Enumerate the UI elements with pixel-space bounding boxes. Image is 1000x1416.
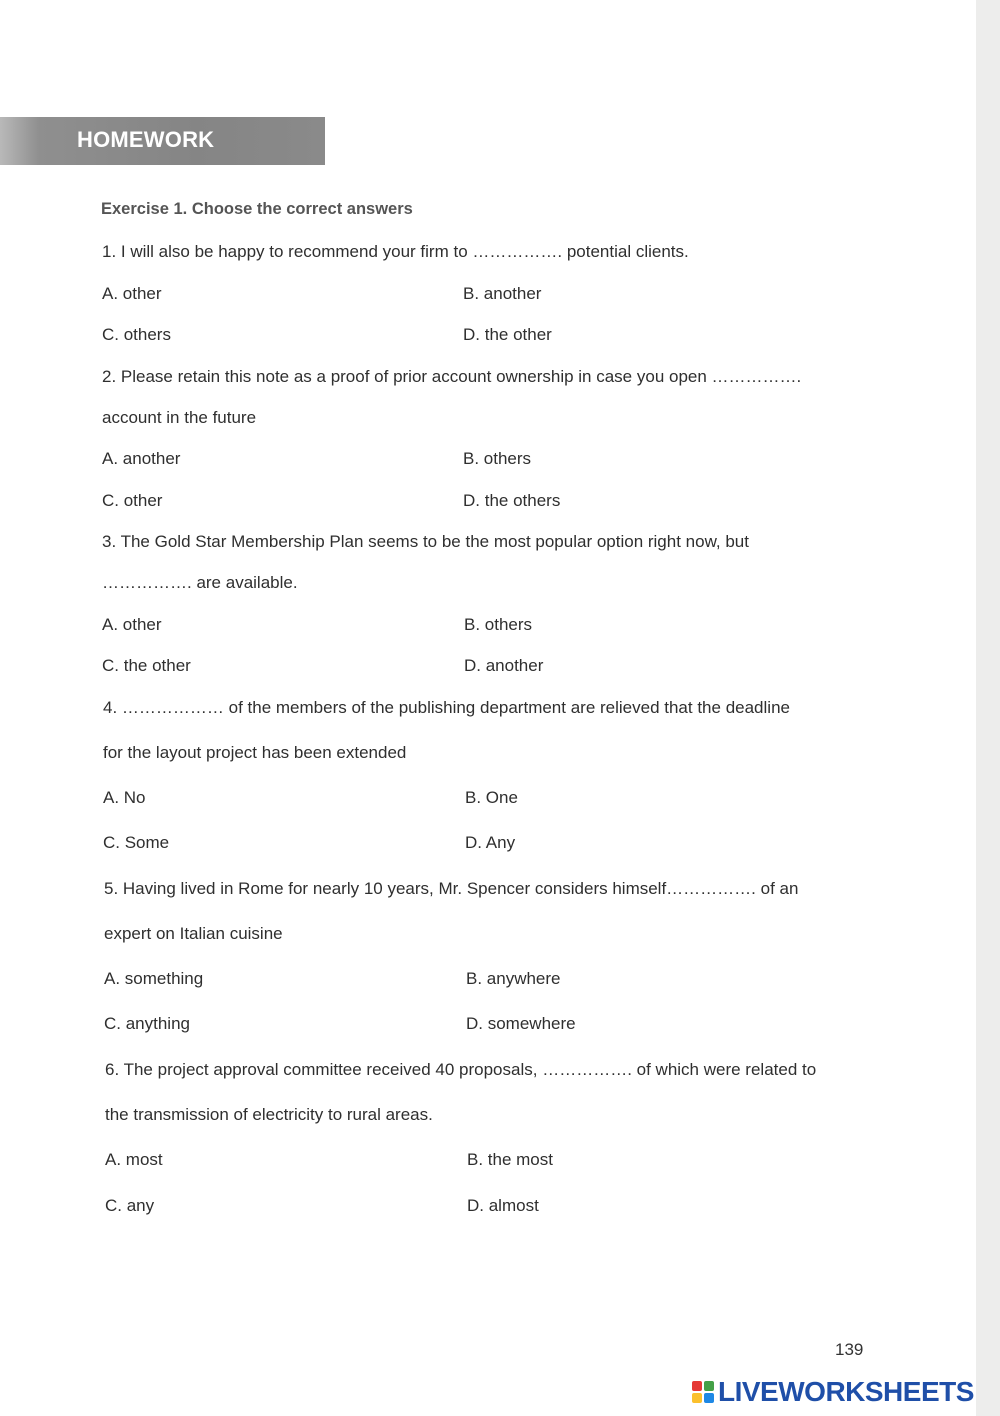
question-6-option-b[interactable]: B. the most bbox=[467, 1150, 553, 1169]
question-4-option-d[interactable]: D. Any bbox=[465, 833, 516, 852]
question-2-option-a[interactable]: A. another bbox=[102, 449, 181, 468]
page-edge bbox=[976, 0, 1000, 1416]
logo-text: LIVEWORKSHEETS bbox=[718, 1376, 974, 1407]
logo-square-green bbox=[704, 1381, 714, 1391]
logo-square-red bbox=[692, 1381, 702, 1391]
question-1-option-a[interactable]: A. other bbox=[102, 284, 162, 303]
question-3-option-a[interactable]: A. other bbox=[102, 615, 162, 634]
question-6-text-line-1: 6. The project approval committee received 40 proposals, ……………. of which were related to bbox=[105, 1060, 817, 1079]
question-4-option-b[interactable]: B. One bbox=[465, 788, 518, 807]
question-4-text-line-2: for the layout project has been extended bbox=[103, 743, 407, 762]
question-2-option-d[interactable]: D. the others bbox=[463, 491, 561, 510]
question-5-text-line-2: expert on Italian cuisine bbox=[104, 924, 283, 943]
question-3-text-line-1: 3. The Gold Star Membership Plan seems to be the most popular option right now, but bbox=[102, 532, 749, 551]
question-1-option-c[interactable]: C. others bbox=[102, 325, 171, 344]
question-5-option-c[interactable]: C. anything bbox=[104, 1014, 190, 1033]
question-1-option-b[interactable]: B. another bbox=[463, 284, 542, 303]
question-6-option-a[interactable]: A. most bbox=[105, 1150, 163, 1169]
question-3-option-b[interactable]: B. others bbox=[464, 615, 533, 634]
question-6-text-line-2: the transmission of electricity to rural areas. bbox=[105, 1105, 433, 1124]
question-1-option-d[interactable]: D. the other bbox=[463, 325, 552, 344]
question-5-option-b[interactable]: B. anywhere bbox=[466, 969, 561, 988]
liveworksheets-logo[interactable] bbox=[692, 1376, 974, 1408]
question-5-text-line-1: 5. Having lived in Rome for nearly 10 years, Mr. Spencer considers himself……………. of an bbox=[104, 879, 799, 898]
banner-title: HOMEWORK bbox=[77, 127, 215, 152]
question-2-text-line-2: account in the future bbox=[102, 408, 257, 427]
logo-square-blue bbox=[704, 1393, 714, 1403]
logo-icon bbox=[692, 1381, 714, 1403]
question-4-text-line-1: 4. ……………… of the members of the publishing department are relieved that the deadline bbox=[103, 698, 790, 717]
question-1-text-line-1: 1. I will also be happy to recommend your firm to ……………. potential clients. bbox=[102, 242, 689, 261]
question-6-option-c[interactable]: C. any bbox=[105, 1196, 155, 1215]
page-number: 139 bbox=[835, 1340, 864, 1359]
question-4-option-a[interactable]: A. No bbox=[103, 788, 146, 807]
question-3-text-line-2: ……………. are available. bbox=[102, 573, 298, 592]
question-6-option-d[interactable]: D. almost bbox=[467, 1196, 539, 1215]
logo-square-yellow bbox=[692, 1393, 702, 1403]
question-3-option-c[interactable]: C. the other bbox=[102, 656, 191, 675]
question-2-option-c[interactable]: C. other bbox=[102, 491, 163, 510]
question-5-option-a[interactable]: A. something bbox=[104, 969, 204, 988]
question-3-option-d[interactable]: D. another bbox=[464, 656, 544, 675]
question-4-option-c[interactable]: C. Some bbox=[103, 833, 170, 852]
question-2-text-line-1: 2. Please retain this note as a proof of prior account ownership in case you open ……………. bbox=[102, 367, 802, 386]
homework-banner bbox=[0, 117, 325, 165]
question-5-option-d[interactable]: D. somewhere bbox=[466, 1014, 576, 1033]
question-2-option-b[interactable]: B. others bbox=[463, 449, 532, 468]
exercise-title: Exercise 1. Choose the correct answers bbox=[101, 200, 413, 218]
